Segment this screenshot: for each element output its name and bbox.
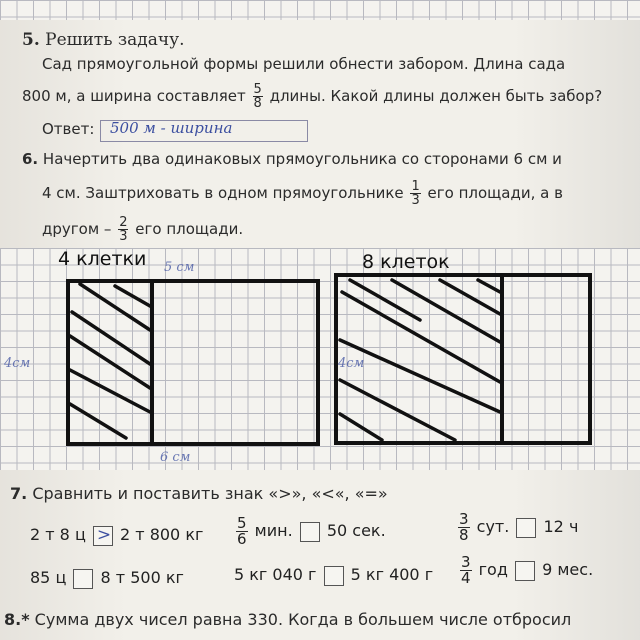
cmp-r2c3-left: год (478, 560, 508, 579)
cmp-r1c3-den: 8 (459, 526, 469, 544)
cmp-r1c3-box[interactable] (516, 518, 536, 538)
hand-note-4sm-left: 4см (4, 356, 31, 371)
cmp-r1c1-sign: > (96, 524, 112, 545)
cmp-r1c3-num: 3 (459, 510, 469, 528)
cmp-r1c2-den: 6 (237, 530, 247, 548)
cmp-r1c1-box[interactable] (93, 526, 113, 546)
cmp-r1c3 (456, 512, 578, 543)
task6-number: 6. (22, 150, 39, 168)
cmp-r1c1-left: 2 т 8 ц (30, 525, 86, 544)
task8-number: 8.* (4, 610, 30, 629)
hand-note-6sm: 6 см (160, 450, 191, 465)
task6-line3-b: его площади. (135, 220, 244, 238)
task8-text: Сумма двух чисел равна 330. Когда в большем числе отбросил (34, 610, 572, 629)
hand-note-5sm: 5 см (164, 260, 195, 275)
cmp-r2c1 (30, 568, 184, 589)
cmp-r2c3-den: 4 (461, 569, 471, 587)
cmp-r2c3-right: 9 мес. (542, 560, 594, 579)
cmp-r2c2-right: 5 кг 400 г (350, 565, 434, 584)
left-rectangle (68, 281, 318, 444)
cmp-r2c1-right: 8 т 500 кг (100, 568, 184, 587)
cmp-r2c1-box[interactable] (73, 569, 93, 589)
task6-line2-b: его площади, а в (427, 184, 563, 202)
cmp-r1c3-right: 12 ч (543, 517, 579, 536)
cmp-r2c2-box[interactable] (324, 566, 344, 586)
cmp-r2c2 (234, 565, 433, 586)
task5-frac-num: 5 (253, 82, 262, 97)
task6-line2-a: 4 см. Заштриховать в одном прямоугольнике (42, 184, 404, 202)
task7-number: 7. (10, 484, 28, 503)
task6-frac1-num: 1 (411, 179, 420, 194)
cmp-r1c2-frac (236, 516, 248, 547)
cmp-r2c3-box[interactable] (515, 561, 535, 581)
cmp-r1c2-box[interactable] (300, 522, 320, 542)
task5-title: Решить задачу. (45, 30, 185, 50)
cmp-r2c2-left: 5 кг 040 г (234, 565, 317, 584)
task5-line2-a: 800 м, а ширина составляет (22, 87, 246, 105)
cmp-r1c1 (30, 525, 203, 546)
cmp-r1c2-left: мин. (254, 521, 293, 540)
cmp-r1c3-left: сут. (476, 517, 510, 536)
cmp-r1c2-num: 5 (237, 514, 247, 532)
task7-heading (10, 484, 388, 503)
task6-frac2-den: 3 (119, 229, 128, 244)
task5-number: 5. (22, 30, 40, 50)
cmp-r2c3-num: 3 (461, 553, 471, 571)
cmp-r2c3 (458, 555, 593, 586)
hand-note-4sm-mid: 4см (338, 356, 365, 371)
left-rect-label: 4 клетки (58, 248, 147, 270)
cmp-r1c3-frac (458, 512, 470, 543)
task7-title: Сравнить и поставить знак «>», «<«, «=» (32, 484, 388, 503)
task5-line2-b: длины. Какой длины должен быть забор? (269, 87, 603, 105)
task6-frac1-den: 3 (411, 193, 420, 208)
cmp-r1c2 (234, 516, 386, 547)
task5-frac-den: 8 (253, 96, 262, 111)
cmp-r2c1-left: 85 ц (30, 568, 67, 587)
cmp-r1c1-right: 2 т 800 кг (120, 525, 204, 544)
task6-line3-a: другом – (42, 220, 112, 238)
task5-answer-label: Ответ: (42, 120, 95, 138)
left-hatching (70, 284, 150, 438)
task6-line1-text: Начертить два одинаковых прямоугольника со сторонами 6 см и (42, 150, 562, 168)
right-rect-label: 8 клеток (362, 251, 450, 273)
task5-line1: Сад прямоугольной формы решили обнести забором. Длина сада (42, 55, 566, 73)
cmp-r1c2-right: 50 сек. (326, 521, 386, 540)
task8-line (4, 610, 571, 629)
task6-frac2-num: 2 (119, 215, 128, 230)
task5-answer-value: 500 м - ширина (110, 119, 233, 137)
cmp-r2c3-frac (460, 555, 472, 586)
